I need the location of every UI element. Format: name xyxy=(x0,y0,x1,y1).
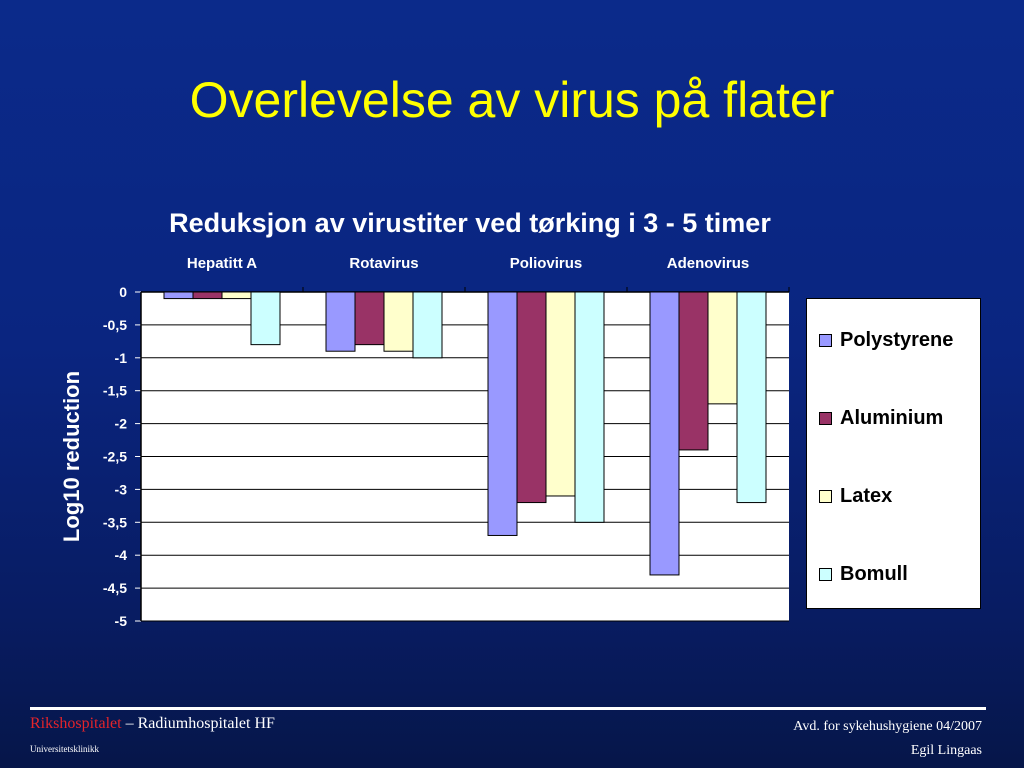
bar xyxy=(326,292,355,351)
legend-item xyxy=(819,483,892,509)
category-label: Hepatitt A xyxy=(186,255,258,272)
bar xyxy=(413,292,442,358)
bar xyxy=(488,292,517,535)
bar xyxy=(193,292,222,299)
footer-subtitle: Universitetsklinikk xyxy=(30,744,99,754)
y-tick-label: -2 xyxy=(114,415,127,432)
bar xyxy=(251,292,280,345)
legend-swatch xyxy=(819,568,832,581)
bar xyxy=(546,292,575,496)
category-label: Adenovirus xyxy=(666,255,750,272)
bar xyxy=(384,292,413,351)
bar xyxy=(517,292,546,503)
footer-brand-rest: – Radiumhospitalet HF xyxy=(121,715,275,732)
y-tick-label: -1 xyxy=(114,349,127,366)
y-tick-label: -4,5 xyxy=(102,580,127,597)
legend-label: Aluminium xyxy=(840,406,944,429)
footer-divider xyxy=(30,707,986,710)
bar xyxy=(355,292,384,345)
bar xyxy=(708,292,737,404)
legend-swatch xyxy=(819,334,832,347)
chart-title: Reduksjon av virustiter ved tørking i 3 - 5 timer xyxy=(169,208,771,238)
y-tick-label: -3 xyxy=(114,481,127,498)
legend-label: Polystyrene xyxy=(840,328,954,351)
legend-label: Latex xyxy=(840,484,893,507)
bar xyxy=(575,292,604,522)
bar xyxy=(737,292,766,503)
y-tick-label: -5 xyxy=(114,613,127,629)
legend-swatch xyxy=(819,490,832,503)
y-tick-label: -2,5 xyxy=(102,448,127,465)
y-tick-label: -4 xyxy=(114,547,127,564)
bar xyxy=(164,292,193,299)
bar xyxy=(679,292,708,450)
footer-department: Avd. for sykehushygiene 04/2007 xyxy=(793,719,982,734)
y-tick-label: -3,5 xyxy=(102,514,127,531)
chart-legend xyxy=(806,298,981,609)
bar xyxy=(650,292,679,575)
footer-brand: Rikshospitalet xyxy=(30,715,122,732)
y-tick-label: -0,5 xyxy=(102,316,127,333)
category-label: Rotavirus xyxy=(349,255,419,272)
legend-item xyxy=(819,561,908,587)
legend-swatch xyxy=(819,412,832,425)
legend-label: Bomull xyxy=(840,562,908,585)
category-label: Poliovirus xyxy=(509,255,583,272)
legend-item xyxy=(819,327,953,353)
y-axis-label: Log10 reduction xyxy=(59,370,84,543)
footer-author: Egil Lingaas xyxy=(910,743,982,758)
y-tick-label: 0 xyxy=(119,284,127,300)
slide-title: Overlevelse av virus på flater xyxy=(189,72,835,128)
legend-item xyxy=(819,405,943,431)
bar xyxy=(222,292,251,299)
footer-hospital-name xyxy=(30,715,275,733)
y-tick-label: -1,5 xyxy=(102,382,127,399)
